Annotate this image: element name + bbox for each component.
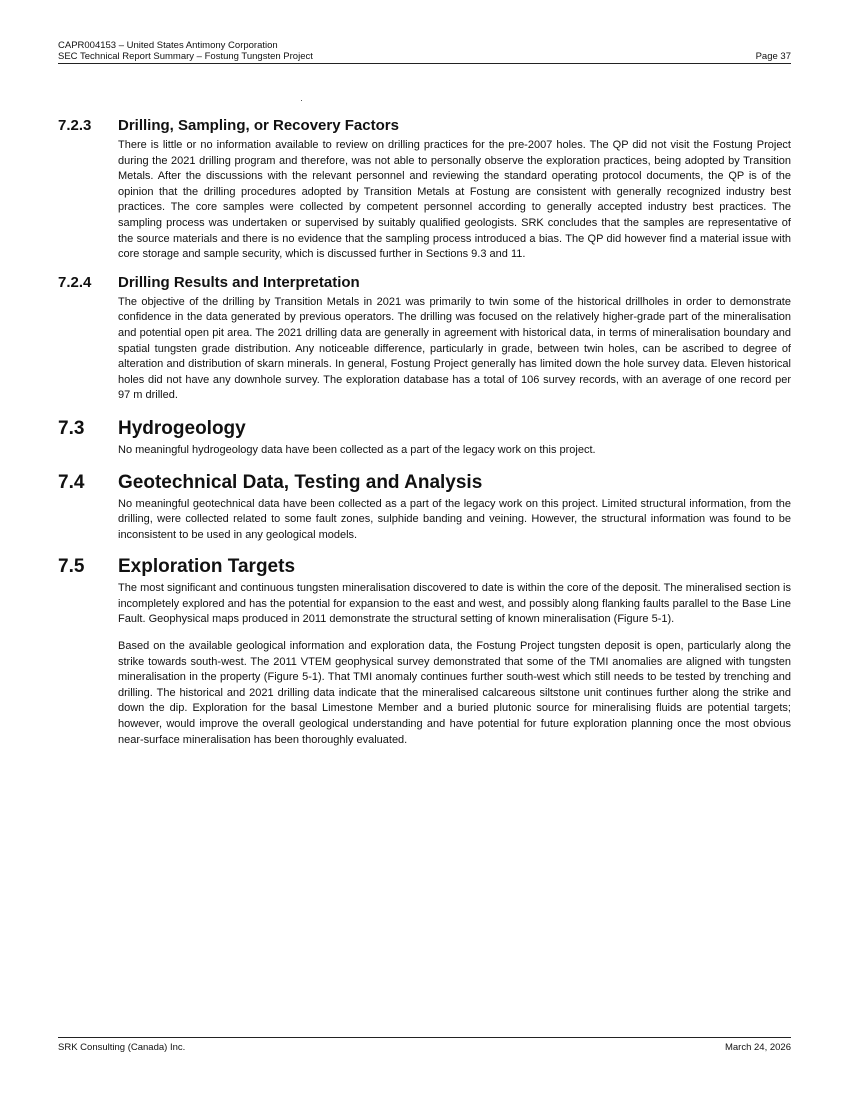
paragraph: The most significant and continuous tungsten mineralisation discovered to date is within the core of the deposit. The mineralised section is incompletely explored and has the potential for expansion to the east and west, and possibly along flanking faults parallel to the Base Line Fault. Geophysical maps produced in 2011 demonstrate the structural setting of known mineralisation (Figure 5-1). <box>118 582 791 626</box>
paragraph: The objective of the drilling by Transition Metals in 2021 was primarily to twin some of the historical drillholes in order to demonstrate confidence in the data generated by previous operators. The drilling was focused on the relatively higher-grade part of the mineralisation and potential open pit area. The 2021 drilling data are generally in agreement with historical data, in terms of mineralisation boundary and spatial tungsten grade distribution. Any noticeable difference, particularly in grade, between twin holes, can be ascribed to degree of alteration and distribution of skarn minerals. In general, Fostung Project generally has limited down the hole survey data. Eleven historical holes did not have any downhole survey. The exploration database has a total of 106 survey records, with an average of one record per 97 m drilled. <box>118 295 791 402</box>
section-heading <box>58 117 791 135</box>
section-title: Hydrogeology <box>118 417 246 439</box>
page-footer <box>58 1037 791 1053</box>
section-number: 7.4 <box>58 471 85 493</box>
section-heading <box>58 274 791 292</box>
header-report-title: SEC Technical Report Summary – Fostung Tungsten Project <box>58 51 313 62</box>
footer-date: March 24, 2026 <box>724 1042 791 1053</box>
paragraph: There is little or no information available to review on drilling practices for the pre-2007 holes. The QP did not visit the Fostung Project during the 2021 drilling program and therefore, was not able to personally observe the exploration practices, being adopted by Transition Metals. After the discussions with the relevant personnel and reviewing the standard operating protocol documents, the QP is of the opinion that the drilling procedures adopted by Transition Metals at Fostung are consistent with generally recognized industry best practices. The core samples were collected by competent personnel according to generally accepted industry best practices. The sampling process was undertaken or supervised by suitably qualified geologists. SRK concludes that the samples are representative of the source materials and there is no evidence that the sampling process introduced a bias. The QP did however find a material issue with core storage and sample security, which is discussed further in Sections 9.3 and 11. <box>118 139 791 261</box>
section-7-2-3 <box>58 117 791 263</box>
section-7-2-4 <box>58 274 791 404</box>
section-heading <box>58 555 791 578</box>
section-7-5 <box>58 555 791 748</box>
document-body <box>58 117 791 748</box>
section-title: Geotechnical Data, Testing and Analysis <box>118 471 483 493</box>
paragraph: Based on the available geological information and exploration data, the Fostung Project tungsten deposit is open, particularly along the strike towards south-west. The 2011 VTEM geophysical survey demonstrated that some of the TMI anomalies are aligned with tungsten mineralisation in the property (Figure 5-1). That TMI anomaly continues further south-west which still needs to be tested by trenching and drilling. The historical and 2021 drilling data indicate that the mineralised calcareous siltstone unit continues further along the strike and down the dip. Exploration for the basal Limestone Member and a buried plutonic source for mineralising fluids are potential targets; however, would improve the overall geological understanding and have potential for future exploration planning once the most obvious near-surface mineralisation has been thoroughly evaluated. <box>118 640 791 746</box>
section-7-4 <box>58 471 791 544</box>
page-header <box>58 40 791 62</box>
section-title: Drilling Results and Interpretation <box>118 273 360 291</box>
paragraph: No meaningful geotechnical data have been collected as a part of the legacy work on this project. Limited structural information, from the drilling, were collected related to some fault zones, sulphide banding and veining. However, the structural information was found to be inconsistent to be used in any geological models. <box>118 497 791 541</box>
footer-company: SRK Consulting (Canada) Inc. <box>58 1042 186 1053</box>
section-heading <box>58 417 791 440</box>
section-title: Drilling, Sampling, or Recovery Factors <box>118 117 399 134</box>
paragraph: No meaningful hydrogeology data have been collected as a part of the legacy work on this project. <box>118 443 596 456</box>
section-heading <box>58 471 791 494</box>
section-7-3 <box>58 417 791 459</box>
header-rule <box>58 63 791 64</box>
section-number: 7.2.4 <box>58 273 92 291</box>
header-company: CAPR004153 – United States Antimony Corporation <box>58 40 278 51</box>
section-title: Exploration Targets <box>118 556 296 578</box>
footer-rule <box>58 1037 791 1038</box>
section-number: 7.3 <box>58 417 85 439</box>
stray-dot <box>301 100 302 101</box>
section-number: 7.5 <box>58 556 85 578</box>
section-number: 7.2.3 <box>58 117 92 134</box>
page-number: Page 37 <box>755 51 791 62</box>
